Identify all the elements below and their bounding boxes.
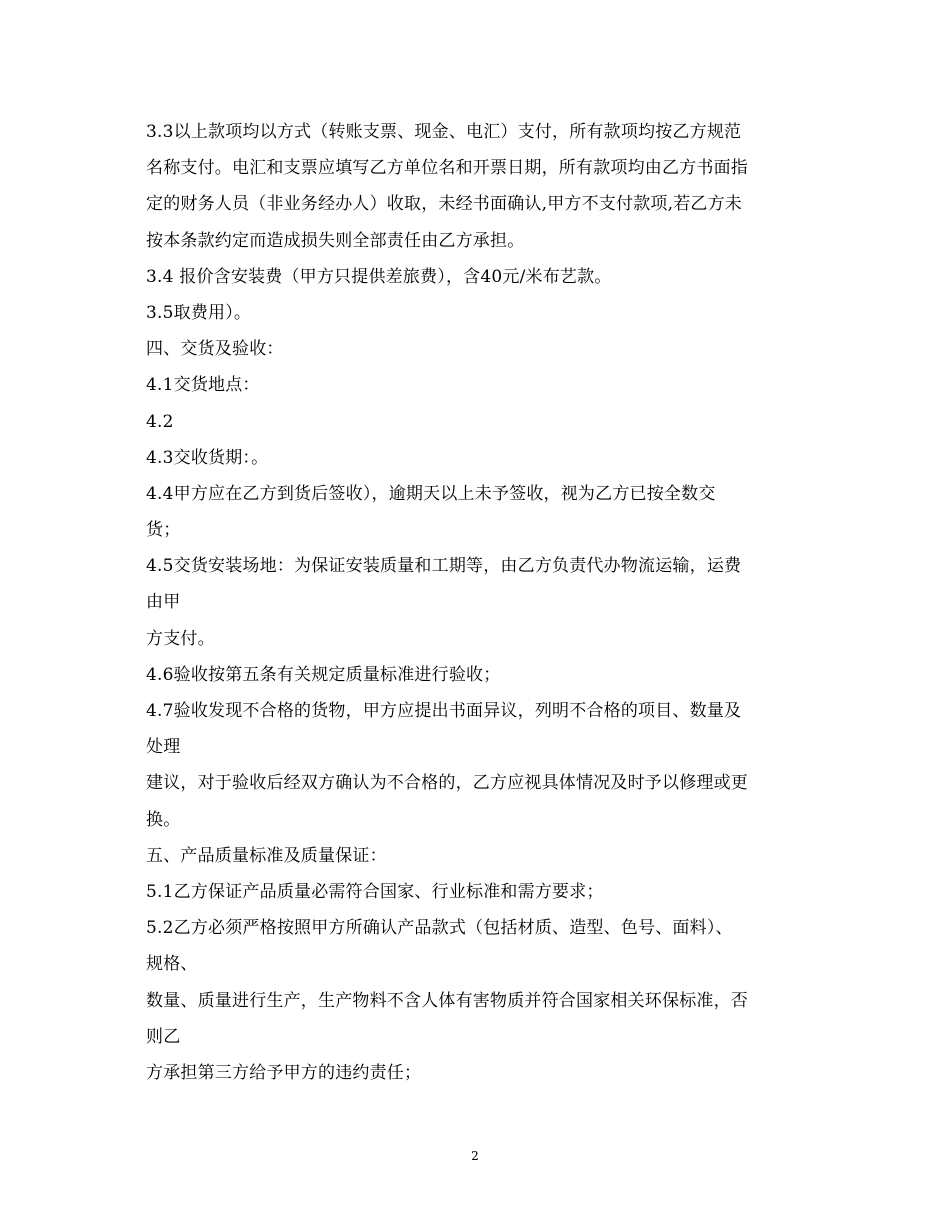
text-line: 定的财务人员（非业务经办人）收取，未经书面确认,甲方不支付款项,若乙方未 xyxy=(146,194,743,215)
text-line: 3.5取费用）。 xyxy=(146,302,252,323)
text-line: 数量、质量进行生产，生产物料不含人体有害物质并符合国家相关环保标准，否 xyxy=(146,990,748,1011)
text-line: 3.4 报价含安装费（甲方只提供差旅费），含40元/米布艺款。 xyxy=(146,266,612,287)
text-line: 货； xyxy=(146,520,181,541)
text-line: 4.5交货安装场地：为保证安装质量和工期等，由乙方负责代办物流运输，运费 xyxy=(146,556,742,577)
text-line: 建议，对于验收后经双方确认为不合格的，乙方应视具体情况及时予以修理或更 xyxy=(146,773,748,794)
text-line: 4.2 xyxy=(146,411,174,432)
text-line: 规格、 xyxy=(146,954,198,975)
text-line: 按本条款约定而造成损失则全部责任由乙方承担。 xyxy=(146,230,525,251)
text-line: 由甲 xyxy=(146,592,181,613)
text-line: 4.1交货地点： xyxy=(146,375,260,396)
text-line: 则乙 xyxy=(146,1026,181,1047)
text-line: 4.6验收按第五条有关规定质量标准进行验收； xyxy=(146,664,501,685)
document-body xyxy=(146,114,826,1091)
text-line: 方承担第三方给予甲方的违约责任； xyxy=(146,1062,422,1083)
text-line: 4.7验收发现不合格的货物，甲方应提出书面异议，列明不合格的项目、数量及 xyxy=(146,701,742,721)
text-line: 4.4甲方应在乙方到货后签收），逾期天以上未予签收，视为乙方已按全数交 xyxy=(146,483,716,504)
text-line: 5.1乙方保证产品质量必需符合国家、行业标准和需方要求； xyxy=(146,881,604,902)
text-line: 4.3交收货期：。 xyxy=(146,447,269,468)
text-line: 换。 xyxy=(146,809,181,830)
text-line: 名称支付。电汇和支票应填写乙方单位名和开票日期，所有款项均由乙方书面指 xyxy=(146,158,748,179)
text-line: 3.3以上款项均以方式（转账支票、现金、电汇）支付，所有款项均按乙方规范 xyxy=(146,122,742,142)
text-line: 处理 xyxy=(146,737,181,758)
text-line: 方支付。 xyxy=(146,628,215,649)
page-number: 2 xyxy=(471,1149,479,1163)
text-line: 5.2乙方必须严格按照甲方所确认产品款式（包括材质、造型、色号、面料）、 xyxy=(146,918,733,939)
section-heading: 五、产品质量标准及质量保证： xyxy=(146,845,387,866)
section-heading: 四、交货及验收： xyxy=(146,339,284,360)
